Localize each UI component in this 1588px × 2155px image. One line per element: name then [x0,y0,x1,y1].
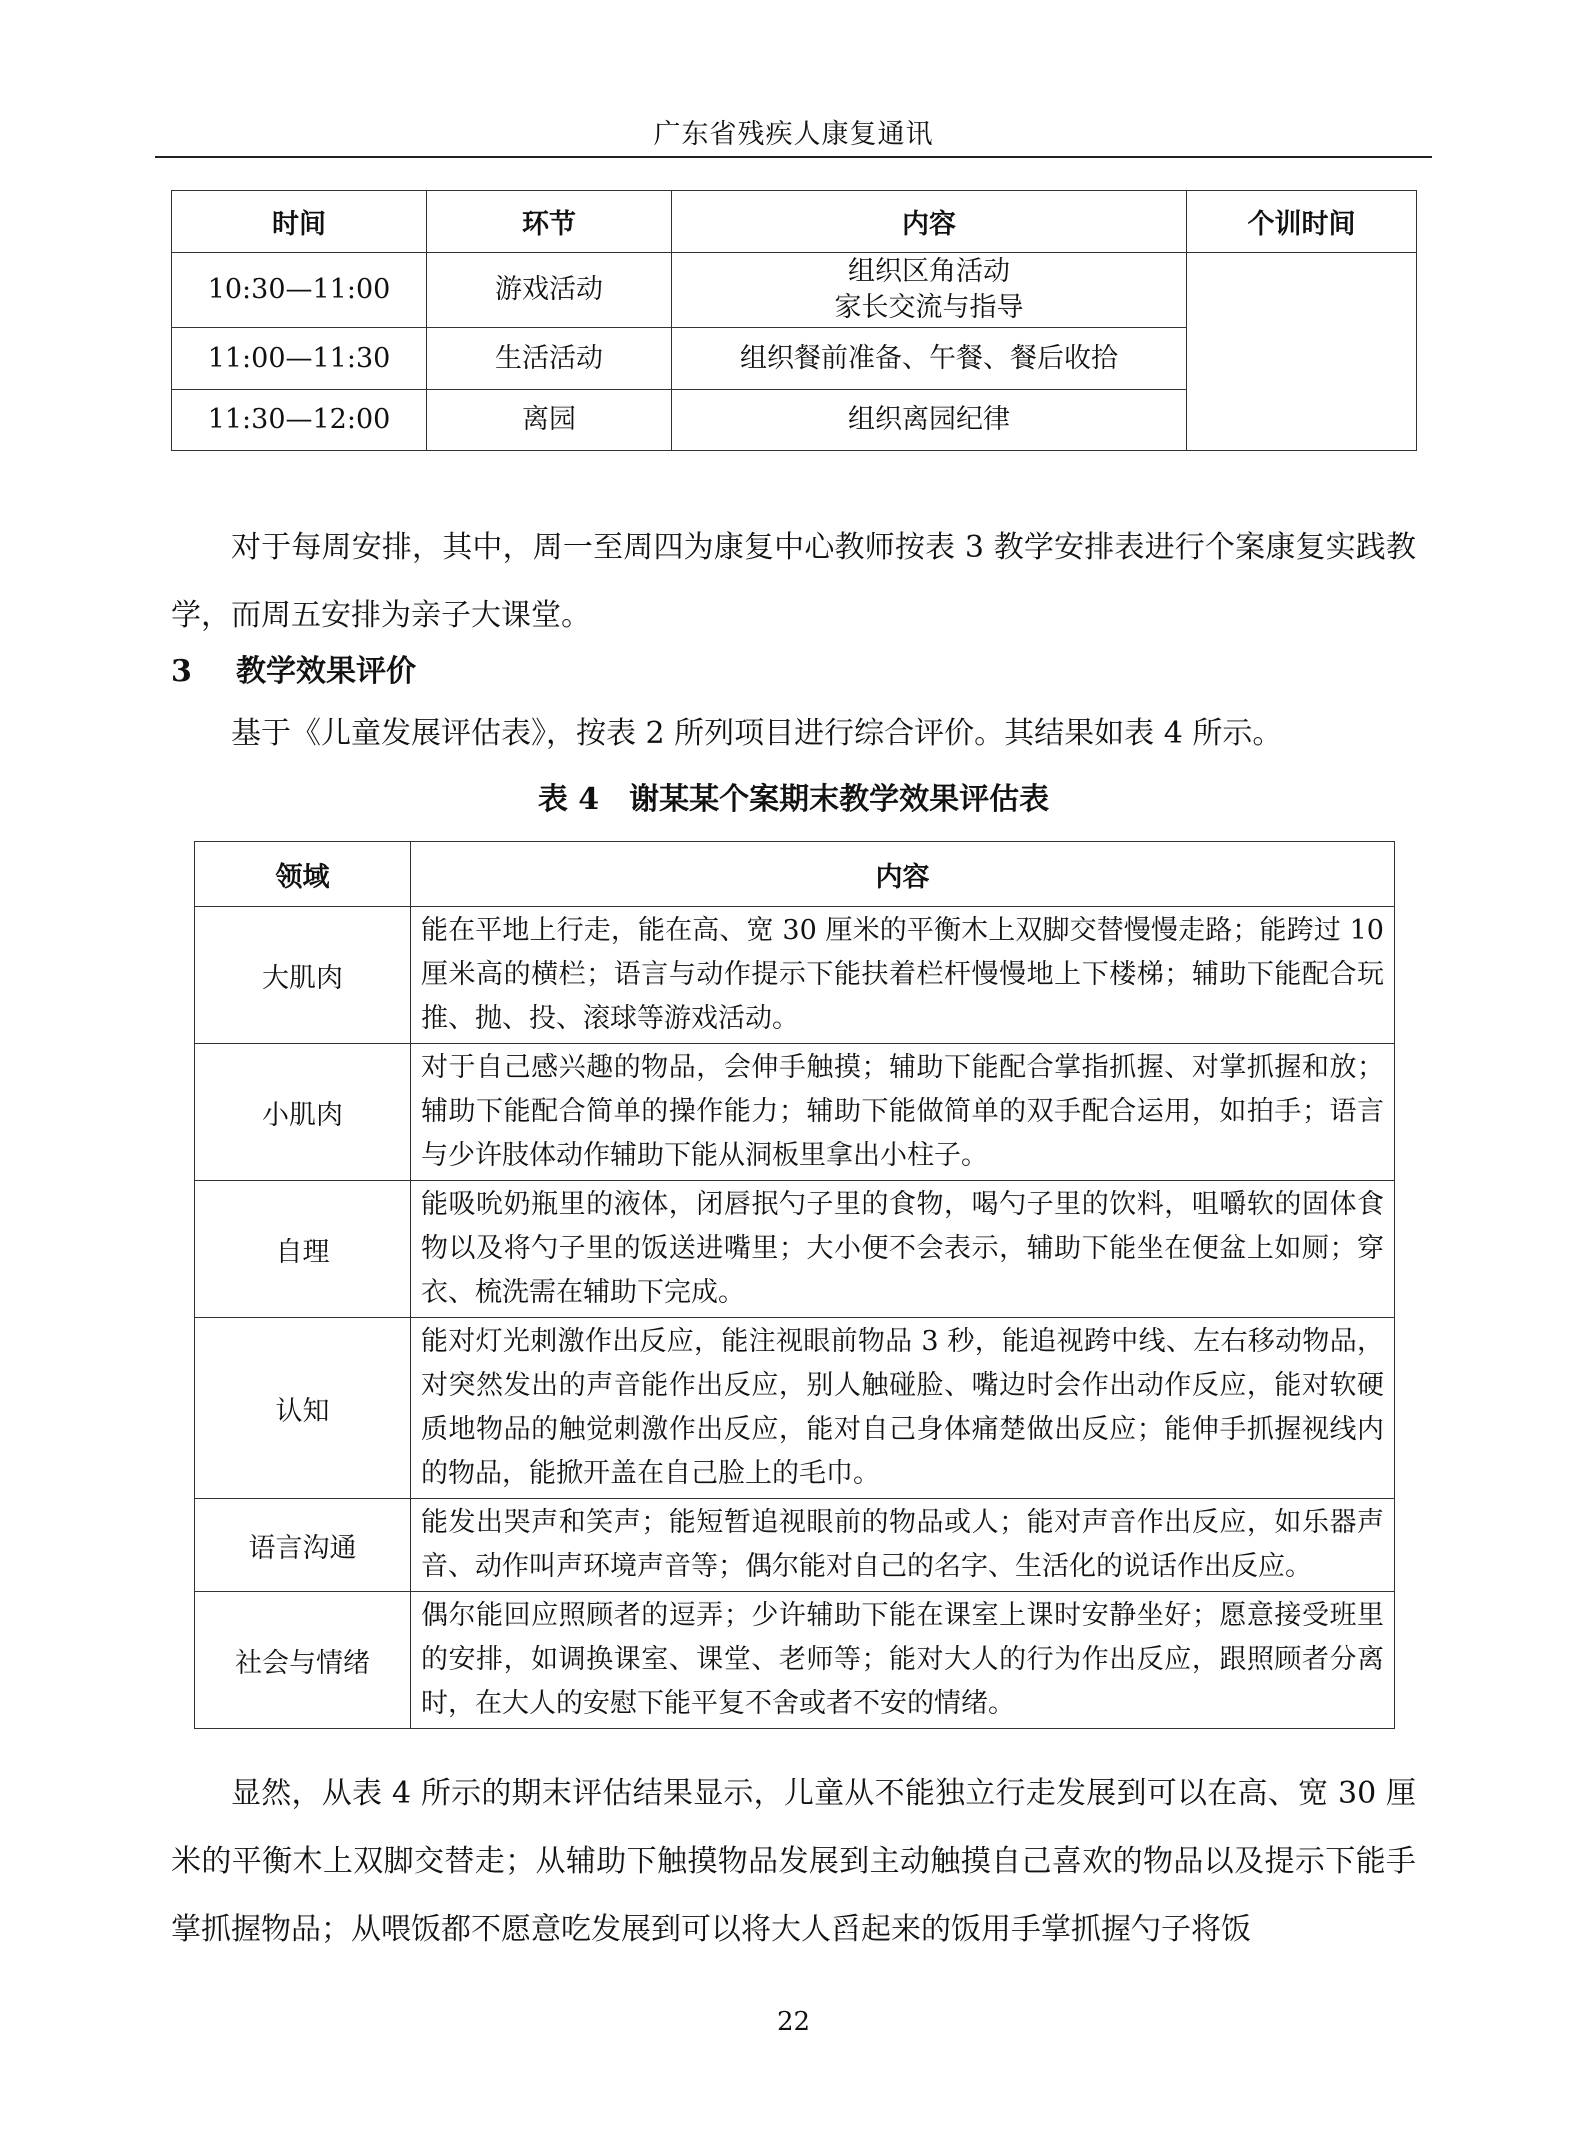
cell-content: 组织离园纪律 [672,390,1187,451]
cell-content: 对于自己感兴趣的物品，会伸手触摸；辅助下能配合掌指抓握、对掌抓握和放；辅助下能配合简单的操作能力；辅助下能做简单的双手配合运用，如拍手；语言与少许肢体动作辅助下能从洞板里拿出小柱子。 [411,1044,1395,1181]
cell-domain: 认知 [195,1318,411,1499]
header-domain: 领域 [195,842,411,907]
table-row [195,907,1395,1044]
cell-stage: 游戏活动 [427,253,672,328]
content-line: 组织区角活动 [848,256,1010,287]
header-rule [155,156,1432,158]
cell-time: 11:30—12:00 [172,390,427,451]
cell-content: 能吸吮奶瓶里的液体，闭唇抿勺子里的食物，喝勺子里的饮料，咀嚼软的固体食物以及将勺子里的饭送进嘴里；大小便不会表示，辅助下能坐在便盆上如厕；穿衣、梳洗需在辅助下完成。 [411,1181,1395,1318]
cell-content: 能对灯光刺激作出反应，能注视眼前物品 3 秒，能追视跨中线、左右移动物品，对突然发出的声音能作出反应，别人触碰脸、嘴边时会作出动作反应，能对软硬质地物品的触觉刺激作出反应，能对自己身体痛楚做出反应；能伸手抓握视线内的物品，能掀开盖在自己脸上的毛巾。 [411,1318,1395,1499]
header-content: 内容 [672,191,1187,253]
table-row [172,253,1417,328]
running-header: 广东省残疾人康复通讯 [653,119,934,150]
cell-time: 11:00—11:30 [172,328,427,390]
paragraph-weekly-arrangement: 对于每周安排，其中，周一至周四为康复中心教师按表 3 教学安排表进行个案康复实践教学，而周五安排为亲子大课堂。 [171,530,1416,633]
header-content: 内容 [411,842,1395,907]
cell-stage: 生活活动 [427,328,672,390]
table-row [195,1499,1395,1592]
table-header-row [195,842,1395,907]
table-caption: 表 4 谢某某个案期末教学效果评估表 [537,782,1050,817]
paragraph-evaluation-basis: 基于《儿童发展评估表》，按表 2 所列项目进行综合评价。其结果如表 4 所示。 [231,716,1283,751]
table-header-row [172,191,1417,253]
schedule-table [171,190,1417,451]
cell-domain: 社会与情绪 [195,1592,411,1729]
header-stage: 环节 [427,191,672,253]
cell-individual-training [1187,253,1417,451]
cell-stage: 离园 [427,390,672,451]
cell-content: 偶尔能回应照顾者的逗弄；少许辅助下能在课室上课时安静坐好；愿意接受班里的安排，如调换课室、课堂、老师等；能对大人的行为作出反应，跟照顾者分离时，在大人的安慰下能平复不舍或者不安的情绪。 [411,1592,1395,1729]
table-row [195,1044,1395,1181]
table-row [195,1181,1395,1318]
cell-domain: 语言沟通 [195,1499,411,1592]
paragraph-results-discussion: 显然，从表 4 所示的期末评估结果显示，儿童从不能独立行走发展到可以在高、宽 30 厘米的平衡木上双脚交替走；从辅助下触摸物品发展到主动触摸自己喜欢的物品以及提示下能手掌抓握物品；从喂饭都不愿意吃发展到可以将大人舀起来的饭用手掌抓握勺子将饭 [171,1776,1416,1947]
cell-domain: 小肌肉 [195,1044,411,1181]
content-line: 家长交流与指导 [834,292,1024,323]
section-heading [171,646,416,690]
section-title: 教学效果评价 [236,654,416,689]
evaluation-table [194,841,1395,1729]
header-time: 时间 [172,191,427,253]
cell-content [672,253,1187,328]
cell-content: 能在平地上行走，能在高、宽 30 厘米的平衡木上双脚交替慢慢走路；能跨过 10 厘米高的横栏；语言与动作提示下能扶着栏杆慢慢地上下楼梯；辅助下能配合玩推、抛、投、滚球等游戏活动。 [411,907,1395,1044]
table-row [195,1592,1395,1729]
cell-time: 10:30—11:00 [172,253,427,328]
table-row [195,1318,1395,1499]
section-number: 3 [171,654,192,689]
page-number: 22 [776,2007,811,2037]
cell-domain: 大肌肉 [195,907,411,1044]
header-individual-training: 个训时间 [1187,191,1417,253]
cell-domain: 自理 [195,1181,411,1318]
cell-content: 能发出哭声和笑声；能短暂追视眼前的物品或人；能对声音作出反应，如乐器声音、动作叫声环境声音等；偶尔能对自己的名字、生活化的说话作出反应。 [411,1499,1395,1592]
cell-content: 组织餐前准备、午餐、餐后收拾 [672,328,1187,390]
